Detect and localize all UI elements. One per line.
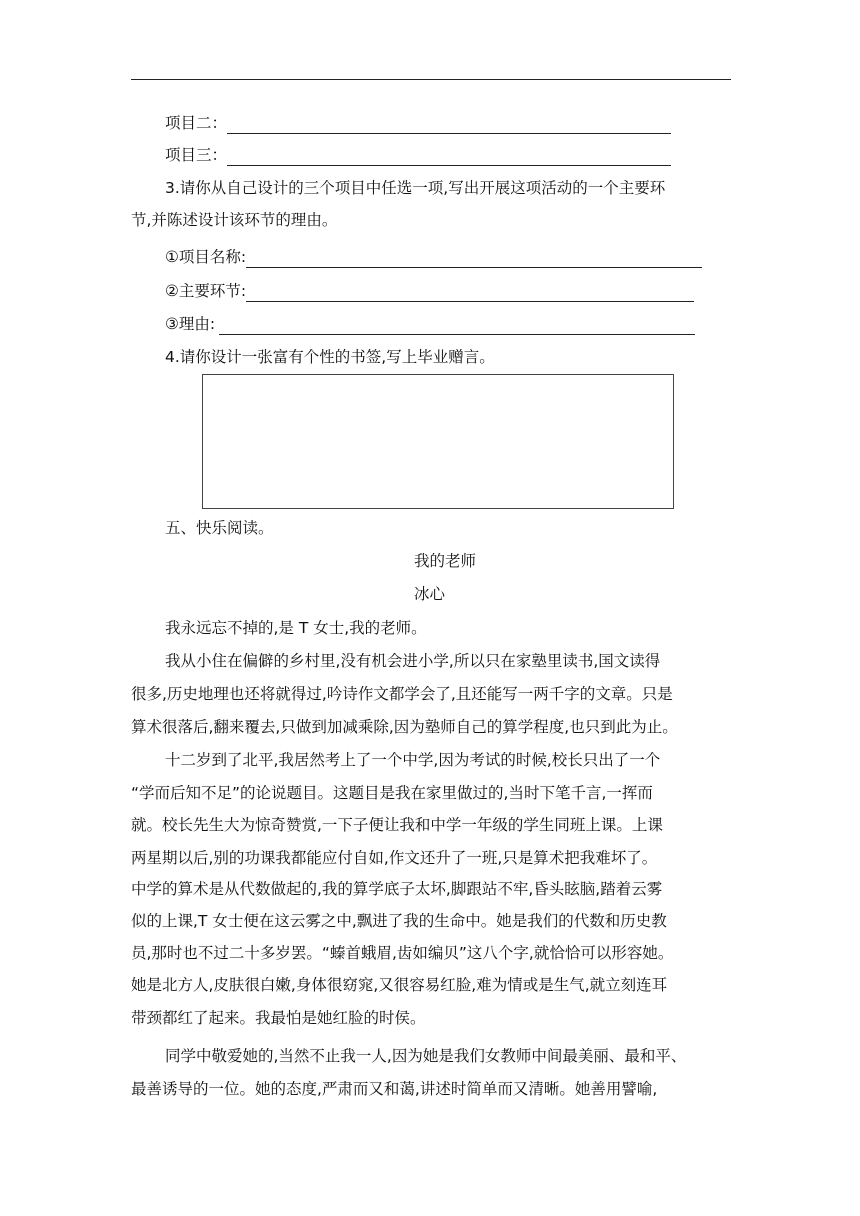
article-line: 最善诱导的一位。她的态度,严肃而又和蔼,讲述时简单而又清晰。她善用譬喻, <box>131 1080 658 1098</box>
article-line: 很多,历史地理也还将就得过,吟诗作文都学会了,且还能写一两千字的文章。只是 <box>131 685 673 703</box>
q3-name-row <box>165 246 702 268</box>
header-rule <box>131 79 731 80</box>
item-two-row <box>165 112 671 134</box>
section5-heading: 五、快乐阅读。 <box>165 519 274 537</box>
item-three-label: 项目三： <box>165 146 228 164</box>
item-two-label: 项目二： <box>165 114 228 132</box>
article-line: 中学的算术是从代数做起的,我的算学底子太坏,脚跟站不牢,昏头眩脑,踏着云雾 <box>131 880 663 898</box>
item-two-answer-line[interactable] <box>227 115 671 134</box>
article-line: 十二岁到了北平,我居然考上了一个中学,因为考试的时候,校长只出了一个 <box>165 751 661 769</box>
q3-reason-label: ③理由: <box>165 315 216 333</box>
item-three-row <box>165 144 671 166</box>
q4-text: 4.请你设计一张富有个性的书签,写上毕业赠言。 <box>165 348 495 366</box>
q3-reason-answer-line[interactable] <box>219 316 695 335</box>
article-line: 她是北方人,皮肤很白嫩,身体很窈窕,又很容易红脸,难为情或是生气,就立刻连耳 <box>131 976 668 994</box>
article-line: 似的上课,T 女士便在这云雾之中,飘进了我的生命中。她是我们的代数和历史教 <box>131 912 667 930</box>
bookmark-design-box[interactable] <box>202 374 674 509</box>
item-three-answer-line[interactable] <box>227 147 671 166</box>
article-author: 冰心 <box>414 585 446 603</box>
q3-reason-row <box>165 313 695 335</box>
article-line: 两星期以后,别的功课我都能应付自如,作文还升了一班,只是算术把我难坏了。 <box>131 849 658 867</box>
article-line: 就。校长先生大为惊奇赞赏,一下子便让我和中学一年级的学生同班上课。上课 <box>131 816 663 834</box>
article-line: 带颈都红了起来。我最怕是她红脸的时侯。 <box>131 1009 426 1027</box>
article-line: 同学中敬爱她的,当然不止我一人,因为她是我们女教师中间最美丽、最和平、 <box>165 1047 687 1065</box>
article-line: “学而后知不足”的论说题目。这题目是我在家里做过的,当时下笔千言,一挥而 <box>131 784 653 802</box>
article-title: 我的老师 <box>414 552 477 570</box>
article-line: 算术很落后,翻来覆去,只做到加减乘除,因为塾师自己的算学程度,也只到此为止。 <box>131 718 678 736</box>
q3-step-label: ②主要环节: <box>165 282 247 300</box>
article-line: 员,那时也不过二十多岁罢。“螓首蛾眉,齿如编贝”这八个字,就恰恰可以形容她。 <box>131 944 674 962</box>
q3-step-row <box>165 280 694 302</box>
q3-step-answer-line[interactable] <box>246 283 694 302</box>
q3-line1: 3.请你从自己设计的三个项目中任选一项,写出开展这项活动的一个主要环 <box>165 179 666 197</box>
q3-line2: 节,并陈述设计该环节的理由。 <box>131 211 338 229</box>
article-line: 我从小住在偏僻的乡村里,没有机会进小学,所以只在家塾里读书,国文读得 <box>165 652 661 670</box>
article-line: 我永远忘不掉的,是 T 女士,我的老师。 <box>165 619 427 637</box>
q3-name-answer-line[interactable] <box>246 249 702 268</box>
q3-name-label: ①项目名称: <box>165 248 247 266</box>
